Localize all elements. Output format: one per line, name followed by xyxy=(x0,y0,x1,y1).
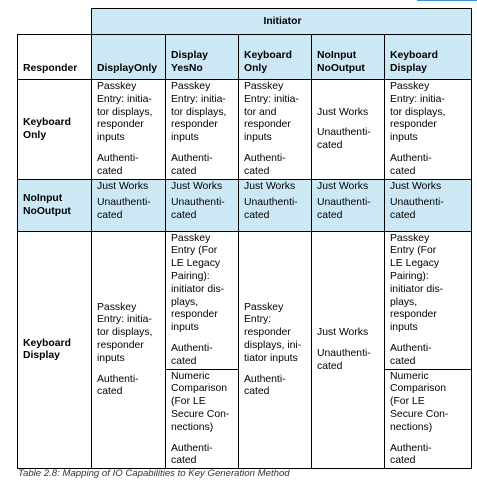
cell-text: Passkey xyxy=(97,301,137,313)
cell-status: cated xyxy=(171,210,197,222)
cell-text: Secure Con- xyxy=(390,408,449,420)
cell-text: Just Works xyxy=(244,180,296,192)
cell-kbdisp-keyboardonly xyxy=(239,231,312,469)
row-header-line: NoInput xyxy=(23,192,63,204)
cell-text: tor displays, xyxy=(390,106,446,118)
cell-text: responder xyxy=(97,119,144,131)
column-header-line: Display xyxy=(390,63,427,75)
cell-text: tor displays, xyxy=(97,327,153,339)
row-header-line: NoOutput xyxy=(23,205,71,217)
cell-text: (For LE xyxy=(171,396,206,408)
cell-status: Unauthenti- xyxy=(97,197,151,209)
cell-text: Passkey xyxy=(97,81,137,92)
cell-status: Authenti- xyxy=(244,373,286,385)
row-header-line: Display xyxy=(23,350,60,362)
cell-text: Entry (For xyxy=(171,245,218,257)
cell-text: Numeric xyxy=(390,370,429,382)
cell-status: cated xyxy=(97,386,123,398)
cell-status: cated xyxy=(97,210,123,222)
cell-text: responder xyxy=(244,327,291,339)
row-header-line: Keyboard xyxy=(23,116,71,128)
row-header-keyboard-only xyxy=(18,80,92,180)
cell-status: cated xyxy=(97,165,123,177)
cell-status: cated xyxy=(244,210,270,222)
cell-status: cated xyxy=(317,210,343,222)
cell-status: Unauthenti- xyxy=(317,127,371,139)
cell-text: responder xyxy=(171,119,218,131)
cell-status: Authenti- xyxy=(390,342,432,354)
cell-text: Entry: initia- xyxy=(97,93,152,105)
cell-kbonly-displayonly xyxy=(92,80,166,180)
column-header-displayyesno xyxy=(166,35,239,80)
cell-text: Entry: initia- xyxy=(171,93,226,105)
cell-kbdisp-keyboarddisplay-legacy xyxy=(385,231,472,369)
cell-kbdisp-noinputnooutput xyxy=(312,231,385,469)
cell-text: inputs xyxy=(390,322,418,334)
column-header-line: Keyboard xyxy=(390,50,438,62)
cell-kbonly-keyboarddisplay xyxy=(385,80,472,180)
column-header-line: Only xyxy=(244,63,268,75)
cell-text: Passkey xyxy=(171,232,211,244)
column-header-line: NoInput xyxy=(317,50,357,62)
cell-noio-displayonly xyxy=(92,179,166,231)
cell-text: Entry: xyxy=(244,314,272,326)
cell-kbdisp-displayyesno-legacy xyxy=(166,231,239,369)
cell-text: Pairing): xyxy=(171,270,210,282)
cell-text: LE Legacy xyxy=(171,258,221,270)
corner-blank-cell xyxy=(18,9,92,35)
cell-text: Pairing): xyxy=(390,270,429,282)
cell-status: Authenti- xyxy=(97,373,139,385)
cell-status: Unauthenti- xyxy=(171,197,225,209)
cell-text: nections) xyxy=(390,421,433,433)
cell-text: Just Works xyxy=(317,327,369,339)
cell-text: responder xyxy=(390,119,437,131)
cell-status: cated xyxy=(171,455,197,467)
cell-text: Comparison xyxy=(390,383,447,395)
io-capabilities-table xyxy=(17,8,472,469)
cell-status: Authenti- xyxy=(171,342,213,354)
cell-text: displays, ini- xyxy=(244,339,302,351)
cell-text: Entry: initia- xyxy=(244,93,299,105)
cell-text: inputs xyxy=(97,132,125,144)
cell-text: plays, xyxy=(390,296,418,308)
cell-status: cated xyxy=(317,140,343,152)
cell-status: Authenti- xyxy=(390,442,432,454)
cell-text: initiator dis- xyxy=(390,283,444,295)
cell-kbonly-keyboardonly xyxy=(239,80,312,180)
cell-text: (For LE xyxy=(390,396,425,408)
column-header-line: Display xyxy=(171,50,208,62)
cell-text: LE Legacy xyxy=(390,258,440,270)
cell-noio-keyboarddisplay xyxy=(385,179,472,231)
cell-text: Just Works xyxy=(171,180,223,192)
cell-text: inputs xyxy=(171,322,199,334)
cell-text: Passkey xyxy=(390,232,430,244)
column-header-displayonly xyxy=(92,35,166,80)
cell-text: responder xyxy=(390,309,437,321)
cell-text: Entry: initia- xyxy=(390,93,445,105)
cell-text: Entry: initia- xyxy=(97,314,152,326)
cell-text: Just Works xyxy=(317,106,369,118)
row-header-line: Keyboard xyxy=(23,337,71,349)
cell-status: cated xyxy=(171,355,197,367)
cell-text: Numeric xyxy=(171,370,210,382)
cell-status: cated xyxy=(317,360,343,372)
column-header-line: NoOutput xyxy=(317,63,365,75)
cell-text: responder xyxy=(244,119,291,131)
cell-kbdisp-keyboarddisplay-secure xyxy=(385,369,472,469)
row-header-line: Only xyxy=(23,129,47,141)
cell-text: Secure Con- xyxy=(171,408,230,420)
cell-text: tor displays, xyxy=(97,106,153,118)
top-accent-line xyxy=(417,0,477,1)
cell-text: Passkey xyxy=(171,81,211,92)
cell-noio-noinputnooutput xyxy=(312,179,385,231)
cell-status: Authenti- xyxy=(97,152,139,164)
row-header-noinput-nooutput xyxy=(18,179,92,231)
cell-status: cated xyxy=(171,165,197,177)
cell-status: Unauthenti- xyxy=(317,347,371,359)
cell-status: cated xyxy=(244,165,270,177)
cell-text: Comparison xyxy=(171,383,228,395)
cell-text: tor and xyxy=(244,106,277,118)
cell-text: inputs xyxy=(97,352,125,364)
cell-text: responder xyxy=(97,339,144,351)
cell-text: initiator dis- xyxy=(171,283,225,295)
column-header-line: Keyboard xyxy=(244,50,292,62)
cell-status: cated xyxy=(390,210,416,222)
cell-status: Authenti- xyxy=(171,152,213,164)
cell-text: inputs xyxy=(171,132,199,144)
cell-text: inputs xyxy=(244,132,272,144)
row-header-keyboard-display xyxy=(18,231,92,469)
cell-noio-displayyesno xyxy=(166,179,239,231)
column-header-keyboarddisplay xyxy=(385,35,472,80)
column-header-keyboardonly xyxy=(239,35,312,80)
cell-kbdisp-displayonly xyxy=(92,231,166,469)
cell-kbdisp-displayyesno-secure xyxy=(166,369,239,469)
cell-text: inputs xyxy=(390,132,418,144)
cell-status: cated xyxy=(390,355,416,367)
cell-text: Just Works xyxy=(97,180,149,192)
initiator-header: Initiator xyxy=(92,9,472,35)
table-caption: Table 2.8: Mapping of IO Capabilities to Key Generation Method xyxy=(18,468,290,479)
cell-text: Passkey xyxy=(244,301,284,313)
cell-status: cated xyxy=(244,386,270,398)
column-header-noinputnooutput xyxy=(312,35,385,80)
cell-text: tiator inputs xyxy=(244,352,298,364)
cell-status: Unauthenti- xyxy=(244,197,298,209)
cell-status: Unauthenti- xyxy=(390,197,444,209)
cell-text: Entry (For xyxy=(390,245,437,257)
cell-status: Authenti- xyxy=(244,152,286,164)
cell-noio-keyboardonly xyxy=(239,179,312,231)
cell-text: Passkey xyxy=(244,81,284,92)
cell-text: Just Works xyxy=(390,180,442,192)
column-header-line: DisplayOnly xyxy=(97,63,158,75)
cell-status: Authenti- xyxy=(390,152,432,164)
cell-status: Authenti- xyxy=(171,442,213,454)
cell-kbonly-noinputnooutput xyxy=(312,80,385,180)
cell-text: plays, xyxy=(171,296,199,308)
cell-text: tor displays, xyxy=(171,106,227,118)
cell-status: cated xyxy=(390,455,416,467)
cell-kbonly-displayyesno xyxy=(166,80,239,180)
cell-status: Unauthenti- xyxy=(317,197,371,209)
cell-text: Just Works xyxy=(317,180,369,192)
cell-status: cated xyxy=(390,165,416,177)
cell-text: Passkey xyxy=(390,81,430,92)
cell-text: nections) xyxy=(171,421,214,433)
responder-header: Responder xyxy=(18,35,92,80)
cell-text: responder xyxy=(171,309,218,321)
column-header-line: YesNo xyxy=(171,63,203,75)
